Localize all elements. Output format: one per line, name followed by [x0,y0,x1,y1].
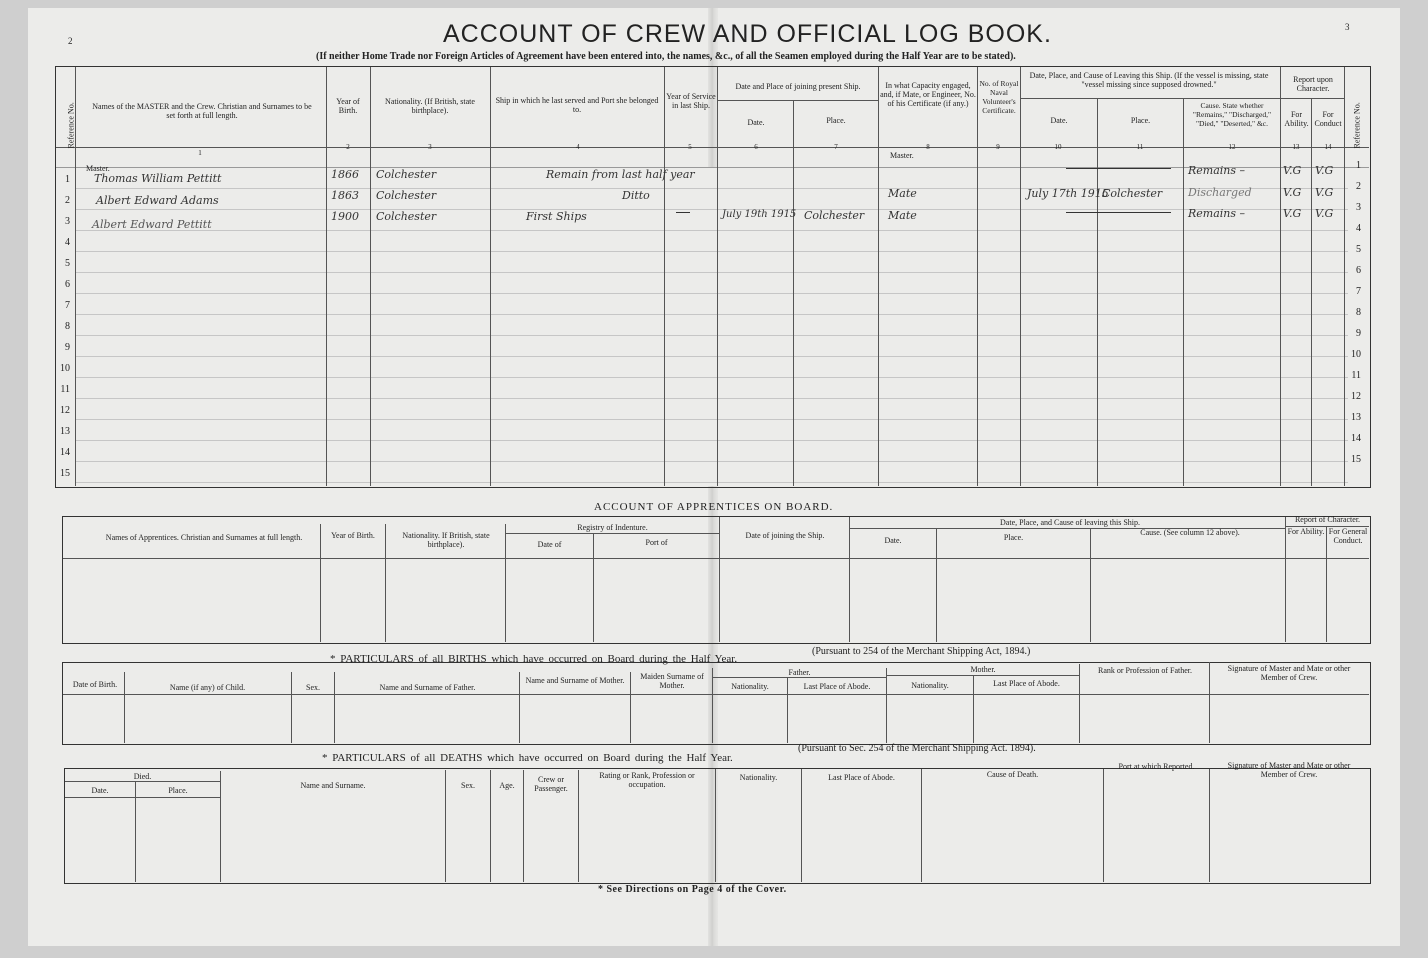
col-number-11: 11 [1136,143,1144,151]
crew-year-header: Year of Birth. [336,97,360,115]
birth-mother-group-header: Mother. [970,665,996,674]
apprentice-joining-header: Date of joining the Ship. [745,531,825,540]
apprentice-leave-date-header: Date. [884,536,902,545]
capacity-master-label: Master. [890,151,914,160]
crew-year-service-header: Year of Service in last Ship. [666,92,716,110]
birth-mother-name-header: Name and Surname of Mother. [525,676,625,685]
death-cause-header: Cause of Death. [986,770,1039,779]
col-number-3: 3 [428,143,432,151]
death-nationality-header: Nationality. [739,773,778,782]
birth-signature-header: Signature of Master and Mate or other Member of Crew. [1227,664,1351,682]
birth-mother-nationality-header: Nationality. [911,681,949,690]
footer-note: * See Directions on Page 4 of the Cover. [598,884,787,895]
col-number-2: 2 [346,143,350,151]
birth-maiden-header: Maiden Surname of Mother. [640,672,704,690]
death-name-header: Name and Surname. [300,781,366,790]
crew-leaving-place-header: Place. [1130,116,1151,125]
master-label: Master. [86,164,110,173]
apprentice-cause-header: Cause. (See column 12 above). [1140,528,1240,537]
deaths-act: (Pursuant to Sec. 254 of the Merchant Shipping Act. 1894). [798,743,1036,754]
page-number-left: 2 [68,36,73,46]
document-title: ACCOUNT OF CREW AND OFFICIAL LOG BOOK. [443,20,1052,48]
birth-mother-abode-header: Last Place of Abode. [993,679,1060,688]
col-number-9: 9 [996,143,1000,151]
death-place-header: Place. [168,786,188,795]
apprentice-leave-place-header: Place. [1003,533,1024,542]
col-number-12: 12 [1228,143,1236,151]
death-date-header: Date. [91,786,109,795]
crew-ref-no-header-left: Reference No. [66,102,76,149]
crew-report-header: Report upon Character. [1293,75,1333,93]
apprentice-report-header: Report of Character. [1294,515,1361,524]
page-number-right: 3 [1345,22,1350,32]
crew-ship-header: Ship in which he last served and Port she belonged to. [495,96,659,114]
crew-joining-place-header: Place. [826,116,846,125]
col-number-1: 1 [198,149,202,157]
apprentice-year-header: Year of Birth. [331,531,375,540]
apprentice-date-of-header: Date of [537,540,562,549]
death-port-header: Port at which Reported. [1118,762,1195,771]
birth-father-name-header: Name and Surname of Father. [379,683,476,692]
crew-ability-header: For Ability. [1284,110,1309,128]
crew-joining-header: Date and Place of joining present Ship. [735,82,861,91]
col-number-6: 6 [754,143,758,151]
apprentice-conduct-header: For General Conduct. [1328,527,1368,545]
crew-joining-date-header: Date. [747,118,765,127]
col-number-8: 8 [926,143,930,151]
birth-sex-header: Sex. [306,683,320,692]
apprentices-title: ACCOUNT OF APPRENTICES ON BOARD. [594,501,834,513]
apprentice-names-header: Names of Apprentices. Christian and Surnames at full length. [105,533,303,542]
crew-rnv-header: No. of Royal Naval Volunteer's Certificate. [979,79,1019,115]
col-number-5: 5 [688,143,692,151]
birth-father-nationality-header: Nationality. [731,682,769,691]
crew-cause-header: Cause. State whether "Remains," "Discharged," "Died," "Deserted," &c. [1192,101,1272,128]
col-number-13: 13 [1292,143,1300,151]
birth-rank-header: Rank or Profession of Father. [1098,666,1192,675]
col-number-7: 7 [834,143,838,151]
crew-ref-no-header-right: Reference No. [1352,102,1362,149]
death-sex-header: Sex. [461,781,475,790]
birth-date-header: Date of Birth. [72,680,118,689]
death-age-header: Age. [499,781,515,790]
births-title: * PARTICULARS of all BIRTHS which have occurred on Board during the Half Year. [330,653,738,665]
death-abode-header: Last Place of Abode. [828,773,895,782]
death-crew-header: Crew or Passenger. [534,775,568,793]
death-rating-header: Rating or Rank, Profession or occupation. [599,771,695,789]
col-number-4: 4 [576,143,580,151]
crew-names-header: Names of the MASTER and the Crew. Christian and Surnames to be set forth at full length. [92,102,312,120]
apprentice-leaving-header: Date, Place, and Cause of leaving this Ship. [1000,518,1140,527]
birth-father-abode-header: Last Place of Abode. [803,682,871,691]
crew-ruled-rows [76,168,1348,486]
crew-leaving-header: Date, Place, and Cause of Leaving this Ship. (If the vessel is missing, state "vessel missing since supposed drowned." [1029,71,1269,89]
col-number-14: 14 [1324,143,1332,151]
birth-child-name-header: Name (if any) of Child. [169,683,246,692]
crew-capacity-header: In what Capacity engaged, and, if Mate, or Engineer, No. of his Certificate (if any.) [880,81,976,108]
death-died-header: Died. [133,772,152,781]
crew-leaving-date-header: Date. [1050,116,1068,125]
crew-conduct-header: For Conduct [1314,110,1342,128]
apprentice-ability-header: For Ability. [1287,527,1325,536]
crew-nationality-header: Nationality. (If British, state birthplace). [385,97,475,115]
apprentice-port-of-header: Port of [645,538,668,547]
crew-table [55,66,1371,488]
apprentice-nationality-header: Nationality. If British, state birthplace). [402,531,490,549]
death-signature-header: Signature of Master and Mate or other Member of Crew. [1227,761,1351,779]
apprentice-registry-header: Registry of Indenture. [577,523,648,532]
birth-father-group-header: Father. [788,668,811,677]
col-number-10: 10 [1054,143,1062,151]
births-act: (Pursuant to 254 of the Merchant Shipping Act, 1894.) [812,646,1031,657]
document-subtitle: (If neither Home Trade nor Foreign Articles of Agreement have been entered into, the names, &c., of all the Seamen employed during the Half Year are to be stated). [316,51,1016,62]
deaths-title: * PARTICULARS of all DEATHS which have occurred on Board during the Half Year. [322,752,733,764]
